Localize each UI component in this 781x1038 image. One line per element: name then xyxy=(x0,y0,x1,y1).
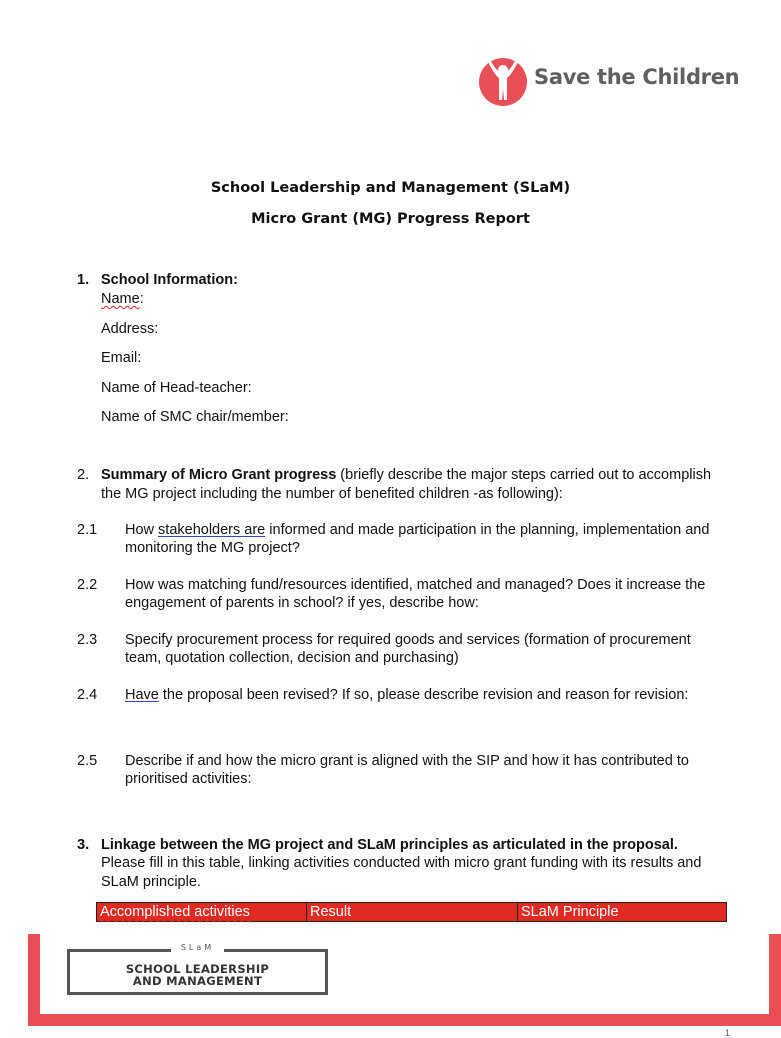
page-number: 1 xyxy=(725,1028,731,1038)
col-accomplished-activities xyxy=(97,903,307,922)
section2-heading: Summary of Micro Grant progress xyxy=(101,467,337,483)
section2-desc1: (briefly describe the major steps carried out to accomplish xyxy=(336,467,712,483)
item-2-4-underlined: Have xyxy=(125,687,159,703)
item-2-2-line2: engagement of parents in school? if yes, describe how: xyxy=(125,595,479,611)
slam-logo-text xyxy=(70,963,325,987)
item-2-4-rest: the proposal been revised? If so, please describe revision and reason for revision: xyxy=(158,687,689,703)
section1-heading: School Information: xyxy=(101,272,238,288)
item-2-3-line2: team, quotation collection, decision and purchasing) xyxy=(125,650,459,666)
item-2-1-underlined: stakeholders are xyxy=(158,522,266,538)
section3-heading: Linkage between the MG project and SLaM principles as articulated in the proposal. xyxy=(101,837,678,853)
field-address-label: Address: xyxy=(101,321,159,337)
item-2-3-line1: Specify procurement process for required goods and services (formation of procurement xyxy=(125,632,691,648)
item-2-1-rest: informed and made participation in the planning, implementation and xyxy=(265,522,710,538)
section2-desc2: the MG project including the number of benefited children -as following): xyxy=(101,486,563,502)
linkage-table xyxy=(96,902,727,922)
item-2-1-pre: How xyxy=(125,522,159,538)
col-slam-principle-label: SLaM Principle xyxy=(521,904,619,920)
slam-logo-line1: SCHOOL LEADERSHIP xyxy=(125,962,270,976)
doc-title-line1: School Leadership and Management (SLaM) xyxy=(210,180,571,196)
section3-line2: SLaM principle. xyxy=(101,874,201,890)
field-headteacher-label: Name of Head-teacher: xyxy=(101,380,252,396)
section3-number: 3. xyxy=(77,837,90,853)
col-accomplished-activities-label: Accomplished activities xyxy=(100,904,250,920)
save-the-children-logo xyxy=(478,53,740,109)
slam-logo-line2: AND MANAGEMENT xyxy=(132,974,263,988)
item-2-1-number: 2.1 xyxy=(77,522,98,538)
brand-name: Save the Children xyxy=(534,65,740,89)
item-2-4-line1 xyxy=(125,686,688,704)
linkage-table-header-row xyxy=(97,903,727,922)
item-2-3-number: 2.3 xyxy=(77,632,98,648)
item-2-5-number: 2.5 xyxy=(77,753,98,769)
item-2-2-number: 2.2 xyxy=(77,577,98,593)
section3-line1: Please fill in this table, linking activities conducted with micro grant funding with its results and xyxy=(101,855,702,871)
field-email-label: Email: xyxy=(101,350,142,366)
child-figure-icon xyxy=(478,54,528,108)
doc-title-line2: Micro Grant (MG) Progress Report xyxy=(251,211,530,227)
name-label-text: Name xyxy=(101,291,140,307)
item-2-4-number: 2.4 xyxy=(77,687,98,703)
col-result: Result xyxy=(307,903,518,922)
section2-number: 2. xyxy=(77,467,90,483)
slam-box-top-left xyxy=(67,949,171,952)
item-2-1-line2: monitoring the MG project? xyxy=(125,540,300,556)
item-2-2-line1: How was matching fund/resources identified, matched and managed? Does it increase the xyxy=(125,577,706,593)
item-2-5-line1: Describe if and how the micro grant is aligned with the SIP and how it has contributed to xyxy=(125,753,689,769)
slam-small-label: SLaM xyxy=(180,943,215,952)
col-slam-principle xyxy=(518,903,727,922)
section2-intro xyxy=(101,466,711,484)
field-name-label xyxy=(101,290,144,308)
name-label-colon: : xyxy=(139,291,144,307)
item-2-1-line1 xyxy=(125,521,709,539)
section1-number: 1. xyxy=(77,272,90,288)
item-2-5-line2: prioritised activities: xyxy=(125,771,252,787)
field-smc-label: Name of SMC chair/member: xyxy=(101,409,289,425)
slam-box-top-right xyxy=(224,949,328,952)
